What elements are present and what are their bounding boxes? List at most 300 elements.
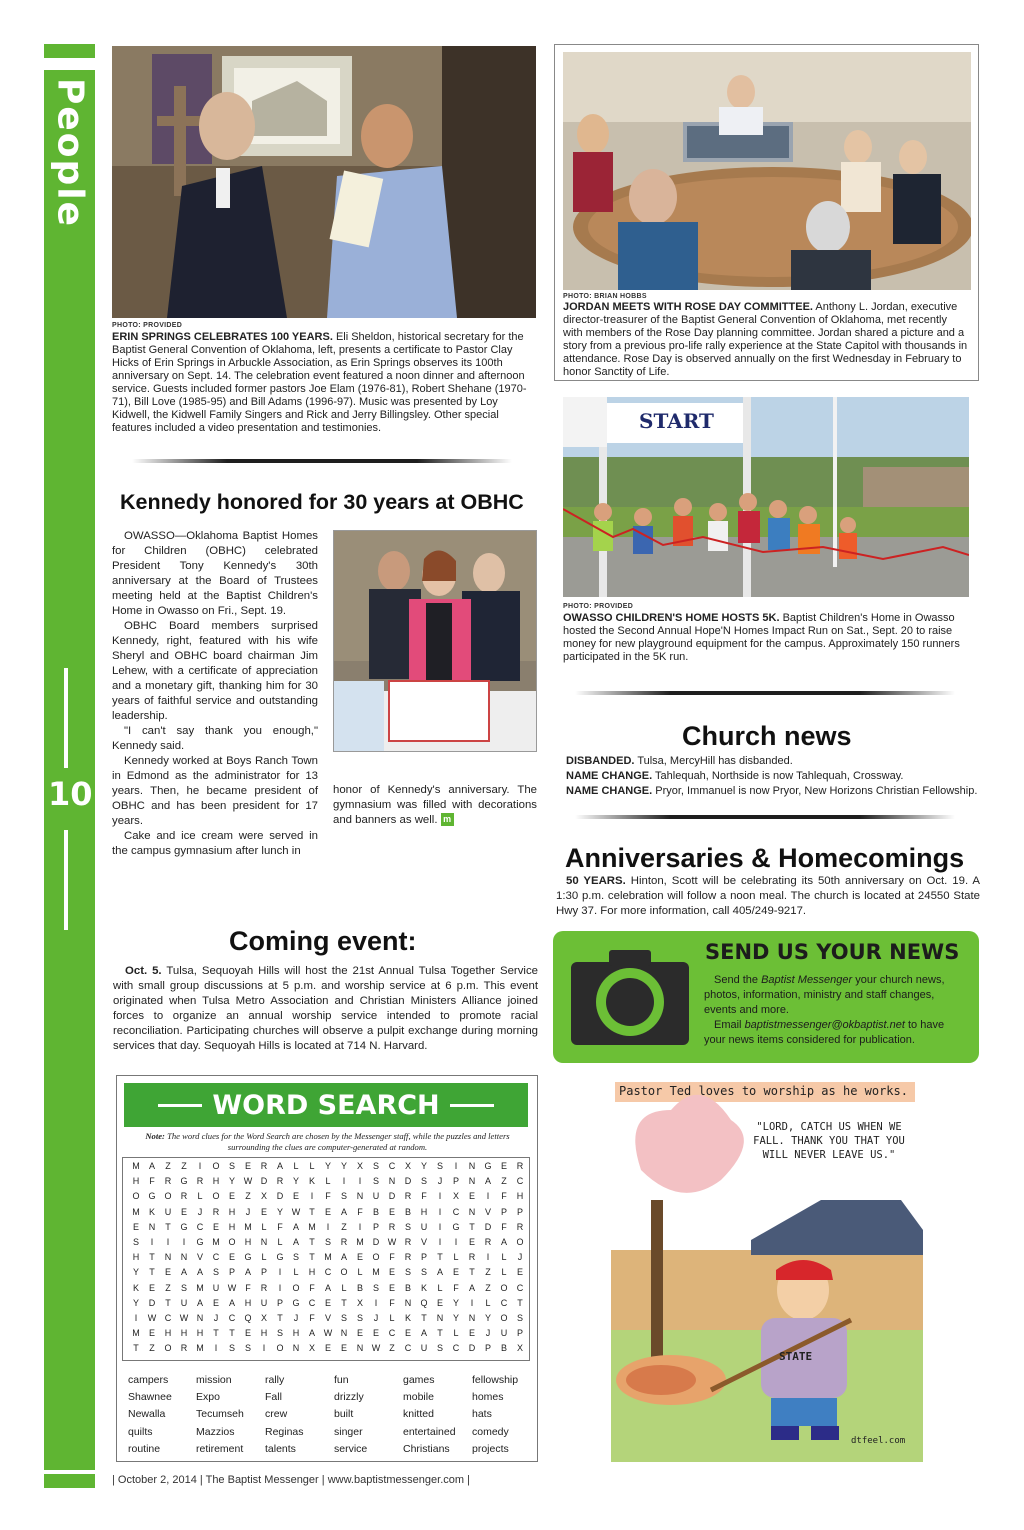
grid-letter[interactable]: D: [372, 1237, 380, 1247]
grid-letter[interactable]: R: [276, 1176, 284, 1187]
grid-letter[interactable]: U: [164, 1206, 172, 1217]
grid-letter[interactable]: G: [244, 1252, 252, 1263]
grid-letter[interactable]: Y: [420, 1161, 427, 1171]
grid-letter[interactable]: U: [180, 1297, 188, 1308]
grid-letter[interactable]: J: [293, 1313, 299, 1323]
grid-letter[interactable]: K: [148, 1206, 155, 1217]
grid-letter[interactable]: E: [212, 1221, 219, 1232]
grid-letter[interactable]: O: [212, 1191, 220, 1202]
grid-letter[interactable]: D: [148, 1297, 156, 1308]
grid-letter[interactable]: L: [453, 1252, 459, 1263]
grid-letter[interactable]: A: [340, 1252, 347, 1263]
grid-letter[interactable]: I: [342, 1176, 346, 1187]
grid-letter[interactable]: O: [500, 1282, 508, 1293]
grid-letter[interactable]: H: [228, 1221, 236, 1232]
grid-letter[interactable]: N: [436, 1313, 444, 1323]
grid-letter[interactable]: E: [244, 1328, 251, 1339]
grid-letter[interactable]: A: [308, 1328, 315, 1339]
grid-letter[interactable]: I: [134, 1313, 138, 1323]
grid-letter[interactable]: O: [292, 1282, 300, 1293]
grid-letter[interactable]: G: [484, 1161, 492, 1171]
grid-letter[interactable]: F: [149, 1176, 155, 1187]
grid-letter[interactable]: R: [164, 1176, 172, 1187]
grid-letter[interactable]: E: [452, 1267, 459, 1278]
grid-letter[interactable]: S: [228, 1161, 235, 1171]
grid-letter[interactable]: O: [372, 1252, 380, 1263]
grid-letter[interactable]: X: [260, 1191, 267, 1202]
grid-letter[interactable]: O: [276, 1343, 284, 1354]
grid-letter[interactable]: F: [245, 1282, 251, 1293]
grid-letter[interactable]: Y: [484, 1313, 491, 1323]
grid-letter[interactable]: H: [420, 1206, 428, 1217]
grid-letter[interactable]: M: [308, 1221, 316, 1232]
grid-letter[interactable]: K: [420, 1282, 427, 1293]
grid-letter[interactable]: A: [420, 1328, 427, 1339]
grid-letter[interactable]: T: [469, 1267, 475, 1278]
grid-letter[interactable]: T: [469, 1221, 475, 1232]
grid-letter[interactable]: F: [309, 1313, 315, 1323]
grid-letter[interactable]: M: [212, 1237, 220, 1247]
grid-letter[interactable]: I: [358, 1221, 362, 1232]
grid-letter[interactable]: S: [420, 1267, 427, 1278]
grid-letter[interactable]: E: [340, 1343, 347, 1354]
grid-letter[interactable]: E: [436, 1297, 443, 1308]
grid-letter[interactable]: L: [357, 1267, 363, 1278]
grid-letter[interactable]: F: [501, 1221, 507, 1232]
grid-letter[interactable]: R: [180, 1191, 188, 1202]
grid-letter[interactable]: W: [147, 1313, 157, 1323]
grid-letter[interactable]: I: [358, 1176, 362, 1187]
grid-letter[interactable]: S: [404, 1221, 411, 1232]
grid-letter[interactable]: M: [132, 1206, 140, 1217]
grid-letter[interactable]: Y: [452, 1313, 459, 1323]
grid-letter[interactable]: S: [372, 1176, 379, 1187]
grid-letter[interactable]: I: [198, 1161, 202, 1171]
grid-letter[interactable]: T: [213, 1328, 219, 1339]
grid-letter[interactable]: D: [388, 1191, 396, 1202]
grid-letter[interactable]: Y: [132, 1267, 139, 1278]
grid-letter[interactable]: A: [148, 1161, 155, 1171]
grid-letter[interactable]: Z: [485, 1267, 491, 1278]
grid-letter[interactable]: N: [340, 1328, 348, 1339]
grid-letter[interactable]: A: [324, 1282, 331, 1293]
grid-letter[interactable]: E: [212, 1297, 219, 1308]
grid-letter[interactable]: O: [516, 1237, 524, 1247]
grid-letter[interactable]: N: [404, 1297, 412, 1308]
grid-letter[interactable]: K: [132, 1282, 139, 1293]
grid-letter[interactable]: E: [372, 1328, 379, 1339]
grid-letter[interactable]: Z: [501, 1176, 507, 1187]
grid-letter[interactable]: E: [292, 1191, 299, 1202]
grid-letter[interactable]: Z: [485, 1282, 491, 1293]
grid-letter[interactable]: I: [166, 1237, 170, 1247]
grid-letter[interactable]: H: [132, 1176, 140, 1187]
grid-letter[interactable]: U: [372, 1191, 380, 1202]
grid-letter[interactable]: F: [453, 1282, 459, 1293]
grid-letter[interactable]: Z: [165, 1161, 171, 1171]
grid-letter[interactable]: E: [468, 1191, 475, 1202]
grid-letter[interactable]: X: [308, 1343, 315, 1354]
grid-letter[interactable]: F: [501, 1191, 507, 1202]
grid-letter[interactable]: E: [148, 1282, 155, 1293]
grid-letter[interactable]: S: [276, 1328, 283, 1339]
grid-letter[interactable]: L: [453, 1328, 459, 1339]
grid-letter[interactable]: P: [260, 1267, 267, 1278]
grid-letter[interactable]: J: [517, 1252, 523, 1263]
grid-letter[interactable]: F: [357, 1206, 363, 1217]
grid-letter[interactable]: F: [309, 1282, 315, 1293]
grid-letter[interactable]: F: [389, 1252, 395, 1263]
grid-letter[interactable]: L: [261, 1252, 267, 1263]
grid-letter[interactable]: V: [324, 1313, 331, 1323]
grid-letter[interactable]: X: [452, 1191, 459, 1202]
grid-letter[interactable]: E: [468, 1237, 475, 1247]
grid-letter[interactable]: G: [292, 1297, 300, 1308]
grid-letter[interactable]: A: [228, 1297, 235, 1308]
grid-letter[interactable]: D: [276, 1191, 284, 1202]
grid-letter[interactable]: S: [436, 1343, 443, 1354]
grid-letter[interactable]: S: [436, 1161, 443, 1171]
grid-letter[interactable]: B: [372, 1206, 379, 1217]
grid-letter[interactable]: C: [404, 1343, 412, 1354]
grid-letter[interactable]: T: [437, 1252, 443, 1263]
grid-letter[interactable]: Y: [132, 1297, 139, 1308]
grid-letter[interactable]: C: [228, 1313, 236, 1323]
grid-letter[interactable]: H: [260, 1328, 268, 1339]
grid-letter[interactable]: E: [324, 1297, 331, 1308]
grid-letter[interactable]: P: [276, 1297, 283, 1308]
grid-letter[interactable]: E: [324, 1343, 331, 1354]
grid-letter[interactable]: E: [500, 1161, 507, 1171]
grid-letter[interactable]: S: [132, 1237, 139, 1247]
grid-letter[interactable]: M: [196, 1343, 204, 1354]
grid-letter[interactable]: J: [373, 1313, 379, 1323]
grid-letter[interactable]: E: [180, 1206, 187, 1217]
grid-letter[interactable]: H: [132, 1252, 140, 1263]
grid-letter[interactable]: A: [436, 1267, 443, 1278]
grid-letter[interactable]: J: [245, 1206, 251, 1217]
grid-letter[interactable]: D: [260, 1176, 268, 1187]
grid-letter[interactable]: J: [197, 1206, 203, 1217]
grid-letter[interactable]: P: [420, 1252, 427, 1263]
grid-letter[interactable]: A: [292, 1221, 299, 1232]
grid-letter[interactable]: P: [516, 1206, 523, 1217]
grid-letter[interactable]: C: [324, 1267, 332, 1278]
grid-letter[interactable]: R: [404, 1237, 412, 1247]
grid-letter[interactable]: E: [388, 1206, 395, 1217]
grid-letter[interactable]: I: [374, 1297, 378, 1308]
grid-letter[interactable]: S: [228, 1343, 235, 1354]
grid-letter[interactable]: T: [165, 1221, 171, 1232]
grid-letter[interactable]: D: [404, 1176, 412, 1187]
grid-letter[interactable]: R: [404, 1252, 412, 1263]
grid-letter[interactable]: C: [516, 1176, 524, 1187]
grid-letter[interactable]: X: [260, 1313, 267, 1323]
grid-letter[interactable]: R: [212, 1206, 220, 1217]
grid-letter[interactable]: W: [323, 1328, 333, 1339]
grid-letter[interactable]: B: [500, 1343, 507, 1354]
grid-letter[interactable]: S: [356, 1313, 363, 1323]
grid-letter[interactable]: E: [228, 1191, 235, 1202]
grid-letter[interactable]: E: [516, 1267, 523, 1278]
grid-letter[interactable]: P: [452, 1176, 459, 1187]
grid-letter[interactable]: M: [132, 1161, 140, 1171]
grid-letter[interactable]: R: [388, 1221, 396, 1232]
grid-letter[interactable]: S: [324, 1237, 331, 1247]
grid-letter[interactable]: E: [388, 1282, 395, 1293]
grid-letter[interactable]: J: [485, 1328, 491, 1339]
grid-letter[interactable]: I: [454, 1161, 458, 1171]
grid-letter[interactable]: N: [468, 1176, 476, 1187]
grid-letter[interactable]: L: [501, 1252, 507, 1263]
grid-letter[interactable]: W: [387, 1237, 397, 1247]
grid-letter[interactable]: I: [486, 1191, 490, 1202]
grid-letter[interactable]: Z: [165, 1282, 171, 1293]
grid-letter[interactable]: T: [149, 1252, 155, 1263]
grid-letter[interactable]: W: [371, 1343, 381, 1354]
grid-letter[interactable]: N: [196, 1313, 204, 1323]
grid-letter[interactable]: L: [261, 1221, 267, 1232]
grid-letter[interactable]: Z: [181, 1161, 187, 1171]
grid-letter[interactable]: R: [196, 1176, 204, 1187]
grid-letter[interactable]: S: [372, 1161, 379, 1171]
grid-letter[interactable]: L: [197, 1191, 203, 1202]
grid-letter[interactable]: N: [468, 1313, 476, 1323]
grid-letter[interactable]: Y: [452, 1297, 459, 1308]
grid-letter[interactable]: A: [500, 1237, 507, 1247]
grid-letter[interactable]: L: [277, 1237, 283, 1247]
grid-letter[interactable]: L: [501, 1267, 507, 1278]
grid-letter[interactable]: H: [308, 1267, 316, 1278]
grid-letter[interactable]: W: [179, 1313, 189, 1323]
grid-letter[interactable]: B: [356, 1282, 363, 1293]
grid-letter[interactable]: C: [516, 1282, 524, 1293]
grid-letter[interactable]: P: [500, 1206, 507, 1217]
grid-letter[interactable]: R: [484, 1237, 492, 1247]
grid-letter[interactable]: T: [133, 1343, 139, 1354]
grid-letter[interactable]: G: [196, 1237, 204, 1247]
grid-letter[interactable]: U: [260, 1297, 268, 1308]
grid-letter[interactable]: A: [244, 1267, 251, 1278]
grid-letter[interactable]: O: [164, 1191, 172, 1202]
grid-letter[interactable]: Z: [245, 1191, 251, 1202]
grid-letter[interactable]: F: [421, 1191, 427, 1202]
grid-letter[interactable]: A: [340, 1206, 347, 1217]
grid-letter[interactable]: O: [212, 1161, 220, 1171]
grid-letter[interactable]: I: [438, 1221, 442, 1232]
grid-letter[interactable]: S: [372, 1282, 379, 1293]
grid-letter[interactable]: C: [196, 1221, 204, 1232]
grid-letter[interactable]: O: [340, 1267, 348, 1278]
grid-letter[interactable]: P: [228, 1267, 235, 1278]
grid-letter[interactable]: X: [516, 1343, 523, 1354]
grid-letter[interactable]: K: [308, 1176, 315, 1187]
grid-letter[interactable]: A: [484, 1176, 491, 1187]
grid-letter[interactable]: E: [388, 1267, 395, 1278]
grid-letter[interactable]: H: [516, 1191, 524, 1202]
grid-letter[interactable]: V: [196, 1252, 203, 1263]
grid-letter[interactable]: N: [148, 1221, 156, 1232]
grid-letter[interactable]: E: [356, 1252, 363, 1263]
grid-letter[interactable]: I: [470, 1297, 474, 1308]
grid-letter[interactable]: V: [484, 1206, 491, 1217]
grid-letter[interactable]: M: [196, 1282, 204, 1293]
grid-letter[interactable]: E: [324, 1206, 331, 1217]
grid-letter[interactable]: P: [516, 1328, 523, 1339]
grid-letter[interactable]: R: [260, 1282, 268, 1293]
grid-letter[interactable]: T: [309, 1252, 315, 1263]
grid-letter[interactable]: T: [309, 1237, 315, 1247]
grid-letter[interactable]: Z: [341, 1221, 347, 1232]
grid-letter[interactable]: O: [500, 1313, 508, 1323]
grid-letter[interactable]: F: [277, 1221, 283, 1232]
grid-letter[interactable]: M: [372, 1267, 380, 1278]
grid-letter[interactable]: N: [260, 1237, 268, 1247]
grid-letter[interactable]: O: [164, 1343, 172, 1354]
grid-letter[interactable]: T: [437, 1328, 443, 1339]
grid-letter[interactable]: E: [468, 1328, 475, 1339]
grid-letter[interactable]: N: [292, 1343, 300, 1354]
grid-letter[interactable]: U: [500, 1328, 508, 1339]
grid-letter[interactable]: I: [310, 1191, 314, 1202]
grid-letter[interactable]: X: [356, 1161, 363, 1171]
grid-letter[interactable]: I: [438, 1191, 442, 1202]
grid-letter[interactable]: Y: [324, 1161, 331, 1171]
grid-letter[interactable]: D: [484, 1221, 492, 1232]
grid-letter[interactable]: T: [341, 1297, 347, 1308]
grid-letter[interactable]: G: [180, 1176, 188, 1187]
grid-letter[interactable]: Y: [276, 1206, 283, 1217]
grid-letter[interactable]: C: [452, 1343, 460, 1354]
grid-letter[interactable]: N: [356, 1343, 364, 1354]
grid-letter[interactable]: Y: [340, 1161, 347, 1171]
grid-letter[interactable]: Y: [228, 1176, 235, 1187]
grid-letter[interactable]: I: [182, 1237, 186, 1247]
grid-letter[interactable]: R: [516, 1161, 524, 1171]
grid-letter[interactable]: L: [293, 1267, 299, 1278]
grid-letter[interactable]: H: [292, 1328, 300, 1339]
grid-letter[interactable]: X: [356, 1297, 363, 1308]
grid-letter[interactable]: N: [164, 1252, 172, 1263]
grid-letter[interactable]: N: [468, 1206, 476, 1217]
grid-letter[interactable]: B: [404, 1282, 411, 1293]
grid-letter[interactable]: I: [438, 1206, 442, 1217]
grid-letter[interactable]: Z: [149, 1343, 155, 1354]
grid-letter[interactable]: L: [341, 1282, 347, 1293]
grid-letter[interactable]: A: [276, 1161, 283, 1171]
grid-letter[interactable]: J: [213, 1313, 219, 1323]
grid-letter[interactable]: U: [420, 1343, 428, 1354]
grid-letter[interactable]: T: [229, 1328, 235, 1339]
grid-letter[interactable]: R: [404, 1191, 412, 1202]
grid-letter[interactable]: I: [278, 1267, 282, 1278]
grid-letter[interactable]: N: [468, 1161, 476, 1171]
grid-letter[interactable]: G: [180, 1221, 188, 1232]
grid-letter[interactable]: O: [132, 1191, 140, 1202]
grid-letter[interactable]: R: [180, 1343, 188, 1354]
grid-letter[interactable]: L: [485, 1297, 491, 1308]
grid-letter[interactable]: J: [437, 1176, 443, 1187]
grid-letter[interactable]: K: [404, 1313, 411, 1323]
grid-letter[interactable]: L: [309, 1161, 315, 1171]
grid-letter[interactable]: C: [308, 1297, 316, 1308]
grid-letter[interactable]: I: [278, 1282, 282, 1293]
grid-letter[interactable]: T: [149, 1267, 155, 1278]
grid-letter[interactable]: A: [180, 1267, 187, 1278]
grid-letter[interactable]: A: [196, 1267, 203, 1278]
grid-letter[interactable]: N: [356, 1191, 364, 1202]
grid-letter[interactable]: I: [150, 1237, 154, 1247]
grid-letter[interactable]: E: [356, 1328, 363, 1339]
grid-letter[interactable]: L: [389, 1313, 395, 1323]
grid-letter[interactable]: E: [164, 1267, 171, 1278]
grid-letter[interactable]: W: [291, 1206, 301, 1217]
grid-letter[interactable]: I: [214, 1343, 218, 1354]
grid-letter[interactable]: E: [244, 1161, 251, 1171]
grid-letter[interactable]: C: [500, 1297, 508, 1308]
grid-letter[interactable]: P: [372, 1221, 379, 1232]
grid-letter[interactable]: H: [164, 1328, 172, 1339]
grid-letter[interactable]: H: [212, 1176, 220, 1187]
grid-letter[interactable]: Q: [244, 1313, 252, 1323]
grid-letter[interactable]: C: [452, 1206, 460, 1217]
grid-letter[interactable]: Z: [389, 1343, 395, 1354]
grid-letter[interactable]: I: [438, 1237, 442, 1247]
grid-letter[interactable]: O: [228, 1237, 236, 1247]
grid-letter[interactable]: M: [132, 1328, 140, 1339]
grid-letter[interactable]: B: [404, 1206, 411, 1217]
grid-letter[interactable]: Q: [420, 1297, 428, 1308]
grid-letter[interactable]: E: [132, 1221, 139, 1232]
grid-letter[interactable]: H: [228, 1206, 236, 1217]
grid-letter[interactable]: R: [516, 1221, 524, 1232]
grid-letter[interactable]: S: [420, 1176, 427, 1187]
grid-letter[interactable]: F: [325, 1191, 331, 1202]
grid-letter[interactable]: P: [484, 1343, 491, 1354]
grid-letter[interactable]: L: [437, 1282, 443, 1293]
grid-letter[interactable]: W: [227, 1282, 237, 1293]
grid-letter[interactable]: I: [454, 1237, 458, 1247]
grid-letter[interactable]: S: [340, 1313, 347, 1323]
grid-letter[interactable]: T: [277, 1313, 283, 1323]
grid-letter[interactable]: H: [244, 1237, 252, 1247]
grid-letter[interactable]: T: [517, 1297, 523, 1308]
grid-letter[interactable]: C: [388, 1328, 396, 1339]
grid-letter[interactable]: U: [420, 1221, 428, 1232]
grid-letter[interactable]: S: [292, 1252, 299, 1263]
footer-url[interactable]: www.baptistmessenger.com: [327, 1474, 465, 1486]
grid-letter[interactable]: S: [212, 1267, 219, 1278]
grid-letter[interactable]: I: [326, 1221, 330, 1232]
grid-letter[interactable]: C: [388, 1161, 396, 1171]
grid-letter[interactable]: E: [148, 1328, 155, 1339]
grid-letter[interactable]: H: [180, 1328, 188, 1339]
grid-letter[interactable]: A: [196, 1297, 203, 1308]
grid-letter[interactable]: E: [404, 1328, 411, 1339]
grid-letter[interactable]: N: [388, 1176, 396, 1187]
grid-letter[interactable]: F: [389, 1297, 395, 1308]
grid-letter[interactable]: T: [309, 1206, 315, 1217]
grid-letter[interactable]: T: [421, 1313, 427, 1323]
grid-letter[interactable]: G: [452, 1221, 460, 1232]
grid-letter[interactable]: S: [180, 1282, 187, 1293]
grid-letter[interactable]: S: [244, 1343, 251, 1354]
grid-letter[interactable]: R: [260, 1161, 268, 1171]
grid-letter[interactable]: S: [516, 1313, 523, 1323]
grid-letter[interactable]: M: [244, 1221, 252, 1232]
email-link[interactable]: baptistmessenger@okbaptist.net: [744, 1019, 905, 1031]
grid-letter[interactable]: H: [244, 1297, 252, 1308]
